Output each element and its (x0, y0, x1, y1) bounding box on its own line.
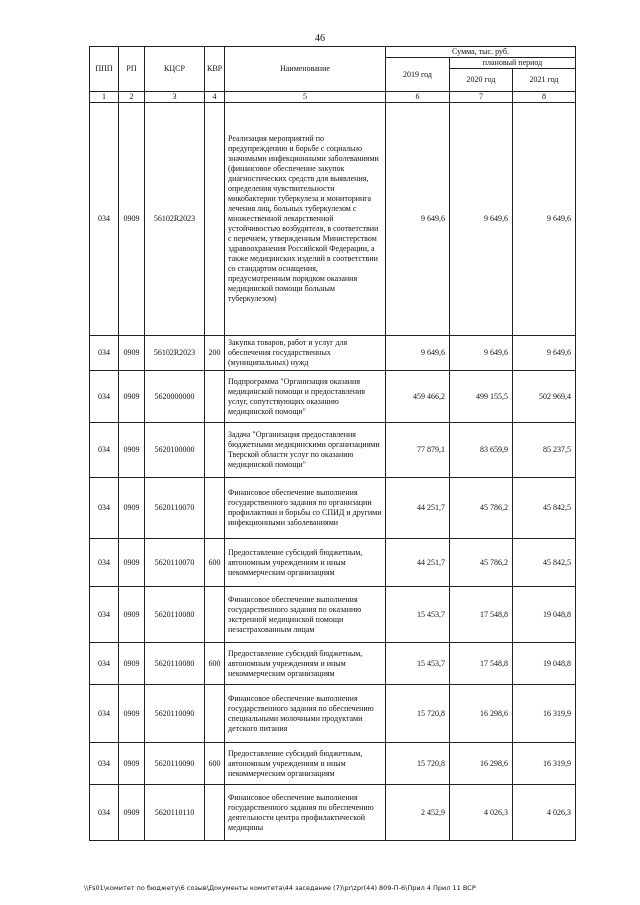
header-rp: РП (119, 47, 145, 92)
rp-cell: 0909 (119, 371, 145, 423)
table-row (90, 643, 576, 685)
value-2019-cell: 44 251,7 (386, 478, 450, 539)
ppp-cell: 034 (90, 743, 119, 785)
value-2021-cell: 19 048,8 (513, 643, 576, 685)
kvr-cell (205, 478, 225, 539)
value-2020-cell: 45 786,2 (450, 539, 513, 587)
value-2019-cell: 459 466,2 (386, 371, 450, 423)
column-number: 3 (145, 92, 205, 103)
value-2021-cell: 9 649,6 (513, 336, 576, 371)
kvr-cell: 600 (205, 643, 225, 685)
rp-cell: 0909 (119, 103, 145, 336)
value-2020-cell: 16 298,6 (450, 685, 513, 743)
rp-cell: 0909 (119, 743, 145, 785)
name-cell: Финансовое обеспечение выполнения государственного задания по обеспечению деятельности центра профилактической медицины (225, 785, 386, 841)
table-row (90, 587, 576, 643)
table-body (90, 103, 576, 841)
ppp-cell: 034 (90, 103, 119, 336)
kcsr-cell: 5620000000 (145, 371, 205, 423)
kcsr-cell: 5620110080 (145, 587, 205, 643)
header-sum: Сумма, тыс. руб. (386, 47, 576, 58)
column-number: 6 (386, 92, 450, 103)
ppp-cell: 034 (90, 587, 119, 643)
ppp-cell: 034 (90, 643, 119, 685)
header-2021: 2021 год (513, 69, 576, 92)
header-kcsr: КЦСР (145, 47, 205, 92)
table-row (90, 785, 576, 841)
table-row (90, 371, 576, 423)
value-2019-cell: 44 251,7 (386, 539, 450, 587)
value-2020-cell: 16 298,6 (450, 743, 513, 785)
value-2021-cell: 16 319,9 (513, 685, 576, 743)
column-number: 7 (450, 92, 513, 103)
table-row (90, 743, 576, 785)
value-2020-cell: 499 155,5 (450, 371, 513, 423)
table-row (90, 103, 576, 336)
ppp-cell: 034 (90, 423, 119, 478)
table-row (90, 685, 576, 743)
header-ppp: ППП (90, 47, 119, 92)
header-2019: 2019 год (386, 58, 450, 92)
column-number: 5 (225, 92, 386, 103)
ppp-cell: 034 (90, 539, 119, 587)
header-2020: 2020 год (450, 69, 513, 92)
value-2019-cell: 15 453,7 (386, 587, 450, 643)
value-2019-cell: 15 453,7 (386, 643, 450, 685)
kvr-cell (205, 685, 225, 743)
name-cell: Закупка товаров, работ и услуг для обеспечения государственных (муниципальных) нужд (225, 336, 386, 371)
value-2019-cell: 9 649,6 (386, 336, 450, 371)
value-2020-cell: 4 026,3 (450, 785, 513, 841)
name-cell: Финансовое обеспечение выполнения государственного задания по организации профилактики и борьбы со СПИД и другими инфекционными заболеваниями (225, 478, 386, 539)
kcsr-cell: 5620110080 (145, 643, 205, 685)
kvr-cell (205, 785, 225, 841)
name-cell: Финансовое обеспечение выполнения государственного задания по оказанию экстренной медицинской помощи незастрахованным лицам (225, 587, 386, 643)
value-2020-cell: 9 649,6 (450, 103, 513, 336)
ppp-cell: 034 (90, 685, 119, 743)
value-2019-cell: 9 649,6 (386, 103, 450, 336)
rp-cell: 0909 (119, 587, 145, 643)
file-path-footer: \\Fs01\комитет по бюджету\6 созыв\Документы комитета\44 заседание (7)\pr\zpr(44) 809-П-6\Прил 4 Прил 11 ВСР (84, 884, 476, 892)
value-2021-cell: 4 026,3 (513, 785, 576, 841)
value-2021-cell: 45 842,5 (513, 539, 576, 587)
name-cell: Предоставление субсидий бюджетным, автономным учреждениям и иным некоммерческим организациям (225, 743, 386, 785)
kcsr-cell: 56102R2023 (145, 336, 205, 371)
header-plan-period: плановый период (450, 58, 576, 69)
value-2020-cell: 9 649,6 (450, 336, 513, 371)
column-number: 1 (90, 92, 119, 103)
name-cell: Подпрограмма "Организация оказания медицинской помощи и предоставления услуг, сопутствующих оказанию медицинской помощи" (225, 371, 386, 423)
name-cell: Предоставление субсидий бюджетным, автономным учреждениям и иным некоммерческим организациям (225, 643, 386, 685)
kvr-cell: 600 (205, 743, 225, 785)
value-2020-cell: 83 659,9 (450, 423, 513, 478)
name-cell: Финансовое обеспечение выполнения государственного задания по обеспечению специальными молочными продуктами детского питания (225, 685, 386, 743)
value-2020-cell: 17 548,8 (450, 587, 513, 643)
rp-cell: 0909 (119, 539, 145, 587)
table-row (90, 478, 576, 539)
value-2019-cell: 2 452,9 (386, 785, 450, 841)
value-2021-cell: 19 048,8 (513, 587, 576, 643)
kcsr-cell: 56102R2023 (145, 103, 205, 336)
rp-cell: 0909 (119, 478, 145, 539)
ppp-cell: 034 (90, 478, 119, 539)
name-cell: Предоставление субсидий бюджетным, автономным учреждениям и иным некоммерческим организациям (225, 539, 386, 587)
column-number: 4 (205, 92, 225, 103)
budget-table (89, 46, 576, 841)
value-2021-cell: 85 237,5 (513, 423, 576, 478)
column-number: 2 (119, 92, 145, 103)
value-2020-cell: 17 548,8 (450, 643, 513, 685)
page-number: 46 (315, 33, 325, 44)
kcsr-cell: 5620110110 (145, 785, 205, 841)
kcsr-cell: 5620110090 (145, 743, 205, 785)
rp-cell: 0909 (119, 685, 145, 743)
value-2021-cell: 502 969,4 (513, 371, 576, 423)
value-2019-cell: 15 720,8 (386, 743, 450, 785)
value-2021-cell: 9 649,6 (513, 103, 576, 336)
kcsr-cell: 5620110070 (145, 539, 205, 587)
ppp-cell: 034 (90, 371, 119, 423)
table-row (90, 336, 576, 371)
kvr-cell (205, 371, 225, 423)
rp-cell: 0909 (119, 336, 145, 371)
ppp-cell: 034 (90, 785, 119, 841)
value-2019-cell: 15 720,8 (386, 685, 450, 743)
kcsr-cell: 5620110070 (145, 478, 205, 539)
kvr-cell: 600 (205, 539, 225, 587)
header-name: Наименование (225, 47, 386, 92)
name-cell: Задача "Организация предоставления бюджетными медицинскими организациями Тверской области услуг по оказанию медицинской помощи" (225, 423, 386, 478)
name-cell: Реализация мероприятий по предупреждению и борьбе с социально значимыми инфекционными заболеваниями (финансовое обеспечение закупок диагностических средств для выявления, определения чувствительности микобактерии туберкулеза и мониторинга лечения лиц, больных туберкулезом с множественной лекарственной устойчивостью возбудителя, в соответствии с перечнем, утвержденным Министерством здравоохранения Российской Федерации, а также медицинских изделий в соответствии со стандартом оснащения, предусмотренным порядком оказания медицинской помощи больным туберкулезом) (225, 103, 386, 336)
kvr-cell (205, 423, 225, 478)
value-2021-cell: 16 319,9 (513, 743, 576, 785)
kcsr-cell: 5620110090 (145, 685, 205, 743)
value-2019-cell: 77 879,1 (386, 423, 450, 478)
kcsr-cell: 5620100000 (145, 423, 205, 478)
header-kvr: КВР (205, 47, 225, 92)
value-2021-cell: 45 842,5 (513, 478, 576, 539)
kvr-cell (205, 587, 225, 643)
table-row (90, 423, 576, 478)
rp-cell: 0909 (119, 785, 145, 841)
value-2020-cell: 45 786,2 (450, 478, 513, 539)
rp-cell: 0909 (119, 423, 145, 478)
table-row (90, 539, 576, 587)
rp-cell: 0909 (119, 643, 145, 685)
ppp-cell: 034 (90, 336, 119, 371)
kvr-cell (205, 103, 225, 336)
column-number: 8 (513, 92, 576, 103)
column-number-row (90, 92, 576, 103)
kvr-cell: 200 (205, 336, 225, 371)
